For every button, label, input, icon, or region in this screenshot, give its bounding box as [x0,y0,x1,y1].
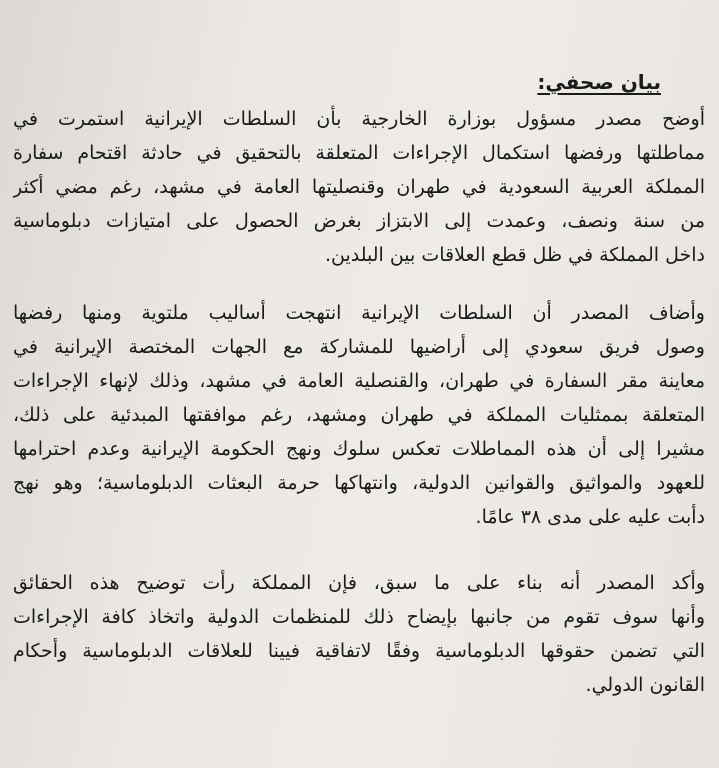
text-line: وأنها سوف تقوم من جانبها بإيضاح ذلك للمنظمات الدولية واتخاذ كافة الإجراءات [13,606,705,628]
text-line: وصول فريق سعودي إلى أراضيها للمشاركة مع الجهات المختصة الإيرانية في [13,336,705,358]
text-line: المتعلقة بممثليات المملكة في طهران ومشهد، رغم موافقتها المبدئية على ذلك، [13,404,705,426]
text-line: مشيرا إلى أن هذه المماطلات تعكس سلوك ونهج الحكومة الإيرانية وعدم احترامها [13,438,705,460]
text-line: من سنة ونصف، وعمدت إلى الابتزاز بغرض الحصول على امتيازات دبلوماسية [13,210,705,232]
document-heading: بيان صحفي: [537,70,661,94]
text-line: أوضح مصدر مسؤول بوزارة الخارجية بأن السلطات الإيرانية استمرت في [13,108,705,130]
paragraph-1 [13,102,705,272]
text-line: المملكة العربية السعودية في طهران وقنصليتها العامة في مشهد، رغم مضي أكثر [13,176,705,198]
text-line: للعهود والمواثيق والقوانين الدولية، وانتهاكها حرمة البعثات الدبلوماسية؛ وهو نهج [13,472,705,494]
text-line: معاينة مقر السفارة في طهران، والقنصلية العامة في مشهد، وذلك لإنهاء الإجراءات [13,370,705,392]
paragraph-2 [13,296,705,534]
text-line: القانون الدولي. [585,674,705,696]
text-line: داخل المملكة في ظل قطع العلاقات بين البلدين. [324,244,705,266]
text-line: التي تضمن حقوقها الدبلوماسية وفقًا لاتفاقية فيينا للعلاقات الدبلوماسية وأحكام [13,640,705,662]
text-line: وأكد المصدر أنه بناء على ما سبق، فإن المملكة رأت توضيح هذه الحقائق [13,572,705,594]
paragraph-3 [13,566,705,702]
text-line: مماطلتها ورفضها استكمال الإجراءات المتعلقة بالتحقيق في حادثة اقتحام سفارة [13,142,705,164]
text-line: دأبت عليه على مدى ٣٨ عامًا. [475,506,705,528]
text-line: وأضاف المصدر أن السلطات الإيرانية انتهجت أساليب ملتوية ومنها رفضها [13,302,705,324]
